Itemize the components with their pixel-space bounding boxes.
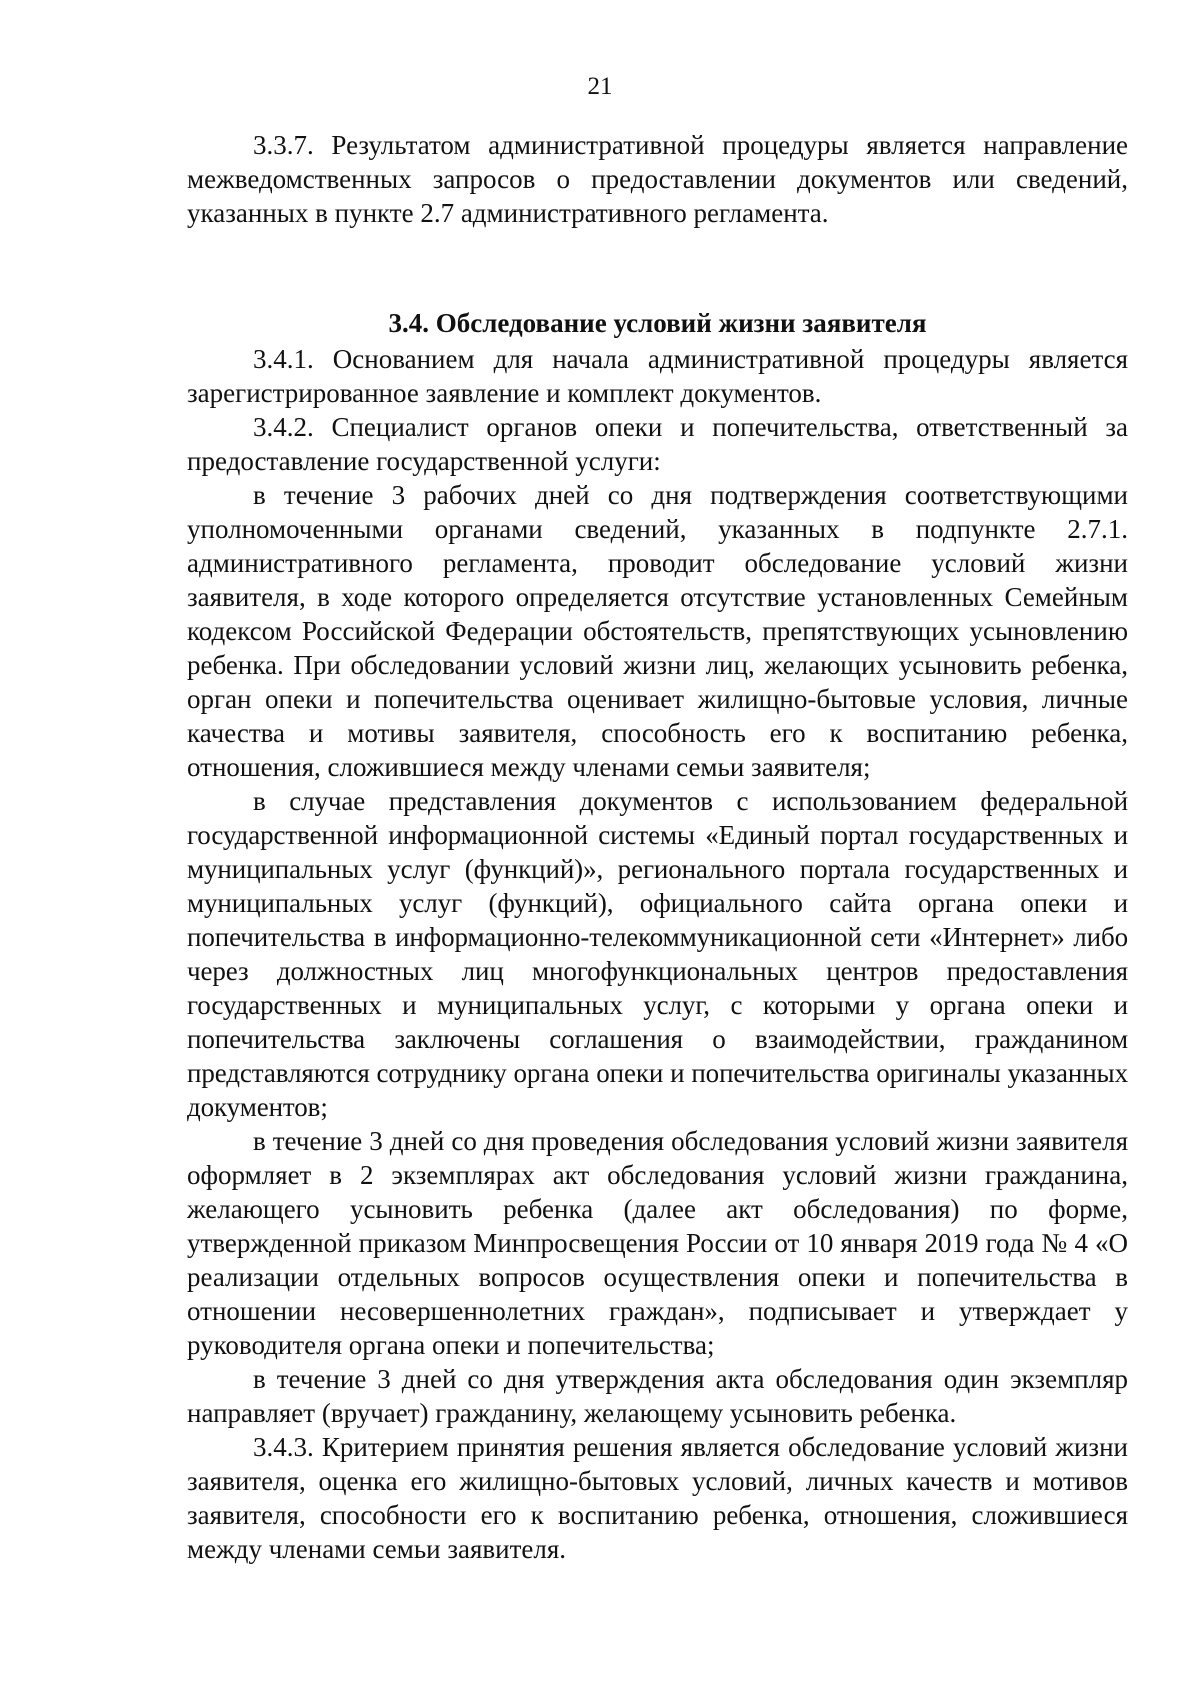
paragraph-3-3-7: 3.3.7. Результатом административной процедуры является направление межведомственных запросов о предоставлении документов или сведений, указанных в пункте 2.7 административного регламента. (187, 130, 1128, 228)
paragraph-3-4-2-item-3: в течение 3 дней со дня проведения обследования условий жизни заявителя оформляет в 2 экземплярах акт обследования условий жизни гражданина, желающего усыновить ребенка (далее акт обследования) по форме, утвержденной приказом Минпросвещения России от 10 января 2019 года № 4 «О реализации отдельных вопросов осуществления опеки и попечительства в отношении несовершеннолетних граждан», подписывает и утверждает у руководителя органа опеки и попечительства; (187, 1126, 1128, 1360)
document-body (187, 128, 1128, 1566)
paragraph-3-4-1: 3.4.1. Основанием для начала административной процедуры является зарегистрированное заявление и комплект документов. (187, 344, 1128, 408)
paragraph-3-4-2-item-1: в течение 3 рабочих дней со дня подтверждения соответствующими уполномоченными органами сведений, указанных в подпункте 2.7.1. административного регламента, проводит обследование условий жизни заявителя, в ходе которого определяется отсутствие установленных Семейным кодексом Российской Федерации обстоятельств, препятствующих усыновлению ребенка. При обследовании условий жизни лиц, желающих усыновить ребенка, орган опеки и попечительства оценивает жилищно-бытовые условия, личные качества и мотивы заявителя, способность его к воспитанию ребенка, отношения, сложившиеся между членами семьи заявителя; (187, 480, 1128, 782)
paragraph-3-4-2-item-2: в случае представления документов с использованием федеральной государственной информационной системы «Единый портал государственных и муниципальных услуг (функций)», регионального портала государственных и муниципальных услуг (функций), официального сайта органа опеки и попечительства в информационно-телекоммуникационной сети «Интернет» либо через должностных лиц многофункциональных центров предоставления государственных и муниципальных услуг, с которыми у органа опеки и попечительства заключены соглашения о взаимодействии, гражданином представляются сотруднику органа опеки и попечительства оригиналы указанных документов; (187, 786, 1128, 1122)
page-number: 21 (587, 73, 613, 100)
paragraph-3-4-2: 3.4.2. Специалист органов опеки и попечительства, ответственный за предоставление государственной услуги: (187, 412, 1128, 476)
paragraph-3-4-2-item-4: в течение 3 дней со дня утверждения акта обследования один экземпляр направляет (вручает) гражданину, желающему усыновить ребенка. (187, 1364, 1128, 1428)
paragraph-3-4-3: 3.4.3. Критерием принятия решения является обследование условий жизни заявителя, оценка его жилищно-бытовых условий, личных качеств и мотивов заявителя, способности его к воспитанию ребенка, отношения, сложившиеся между членами семьи заявителя. (187, 1432, 1128, 1564)
section-title: 3.4. Обследование условий жизни заявителя (388, 308, 927, 338)
